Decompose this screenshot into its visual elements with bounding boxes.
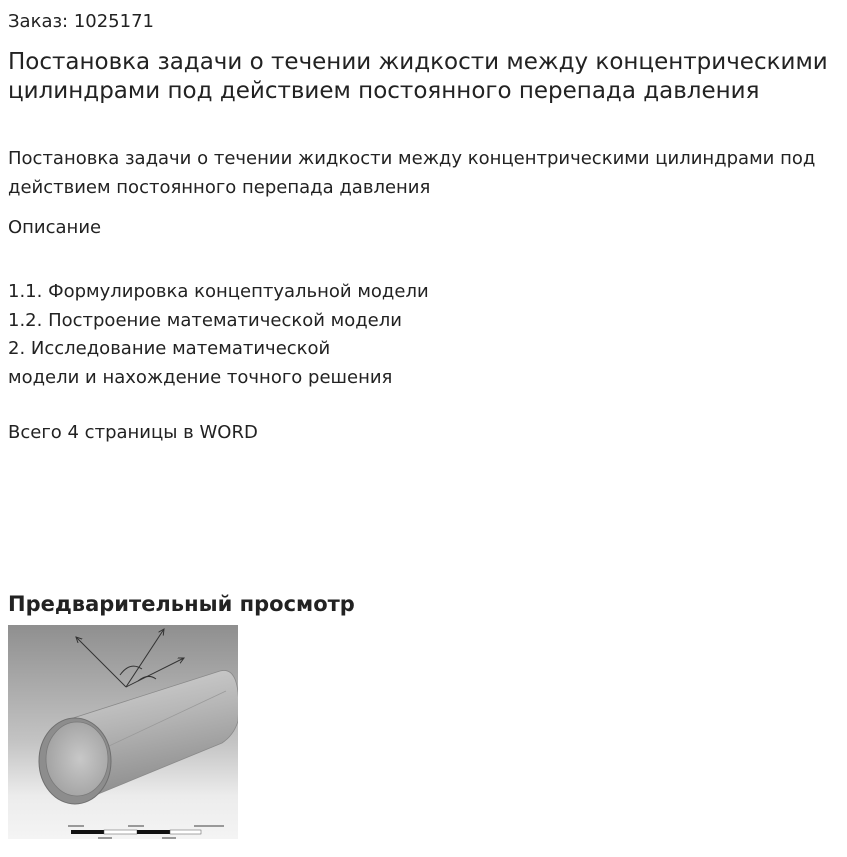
toc-item: 1.2. Построение математической модели bbox=[8, 309, 402, 331]
cylinder-inner-opening bbox=[46, 722, 108, 796]
page-subtitle: Постановка задачи о течении жидкости между концентрическими цилиндрами под действием постоянного перепада давления bbox=[8, 148, 816, 198]
toc-item: модели и нахождение точного решения bbox=[8, 366, 393, 388]
order-number: Заказ: 1025171 bbox=[8, 11, 154, 32]
table-of-contents bbox=[8, 278, 429, 392]
preview-heading: Предварительный просмотр bbox=[8, 592, 355, 616]
preview-image[interactable] bbox=[8, 625, 238, 839]
description-heading: Описание bbox=[8, 217, 102, 238]
toc-item: 1.1. Формулировка концептуальной модели bbox=[8, 281, 429, 302]
page-count-note: Всего 4 страницы в WORD bbox=[8, 422, 258, 443]
toc-item: 2. Исследование математической bbox=[8, 338, 331, 359]
page-title: Постановка задачи о течении жидкости между концентрическими цилиндрами под действием постоянного перепада давления bbox=[8, 49, 828, 104]
